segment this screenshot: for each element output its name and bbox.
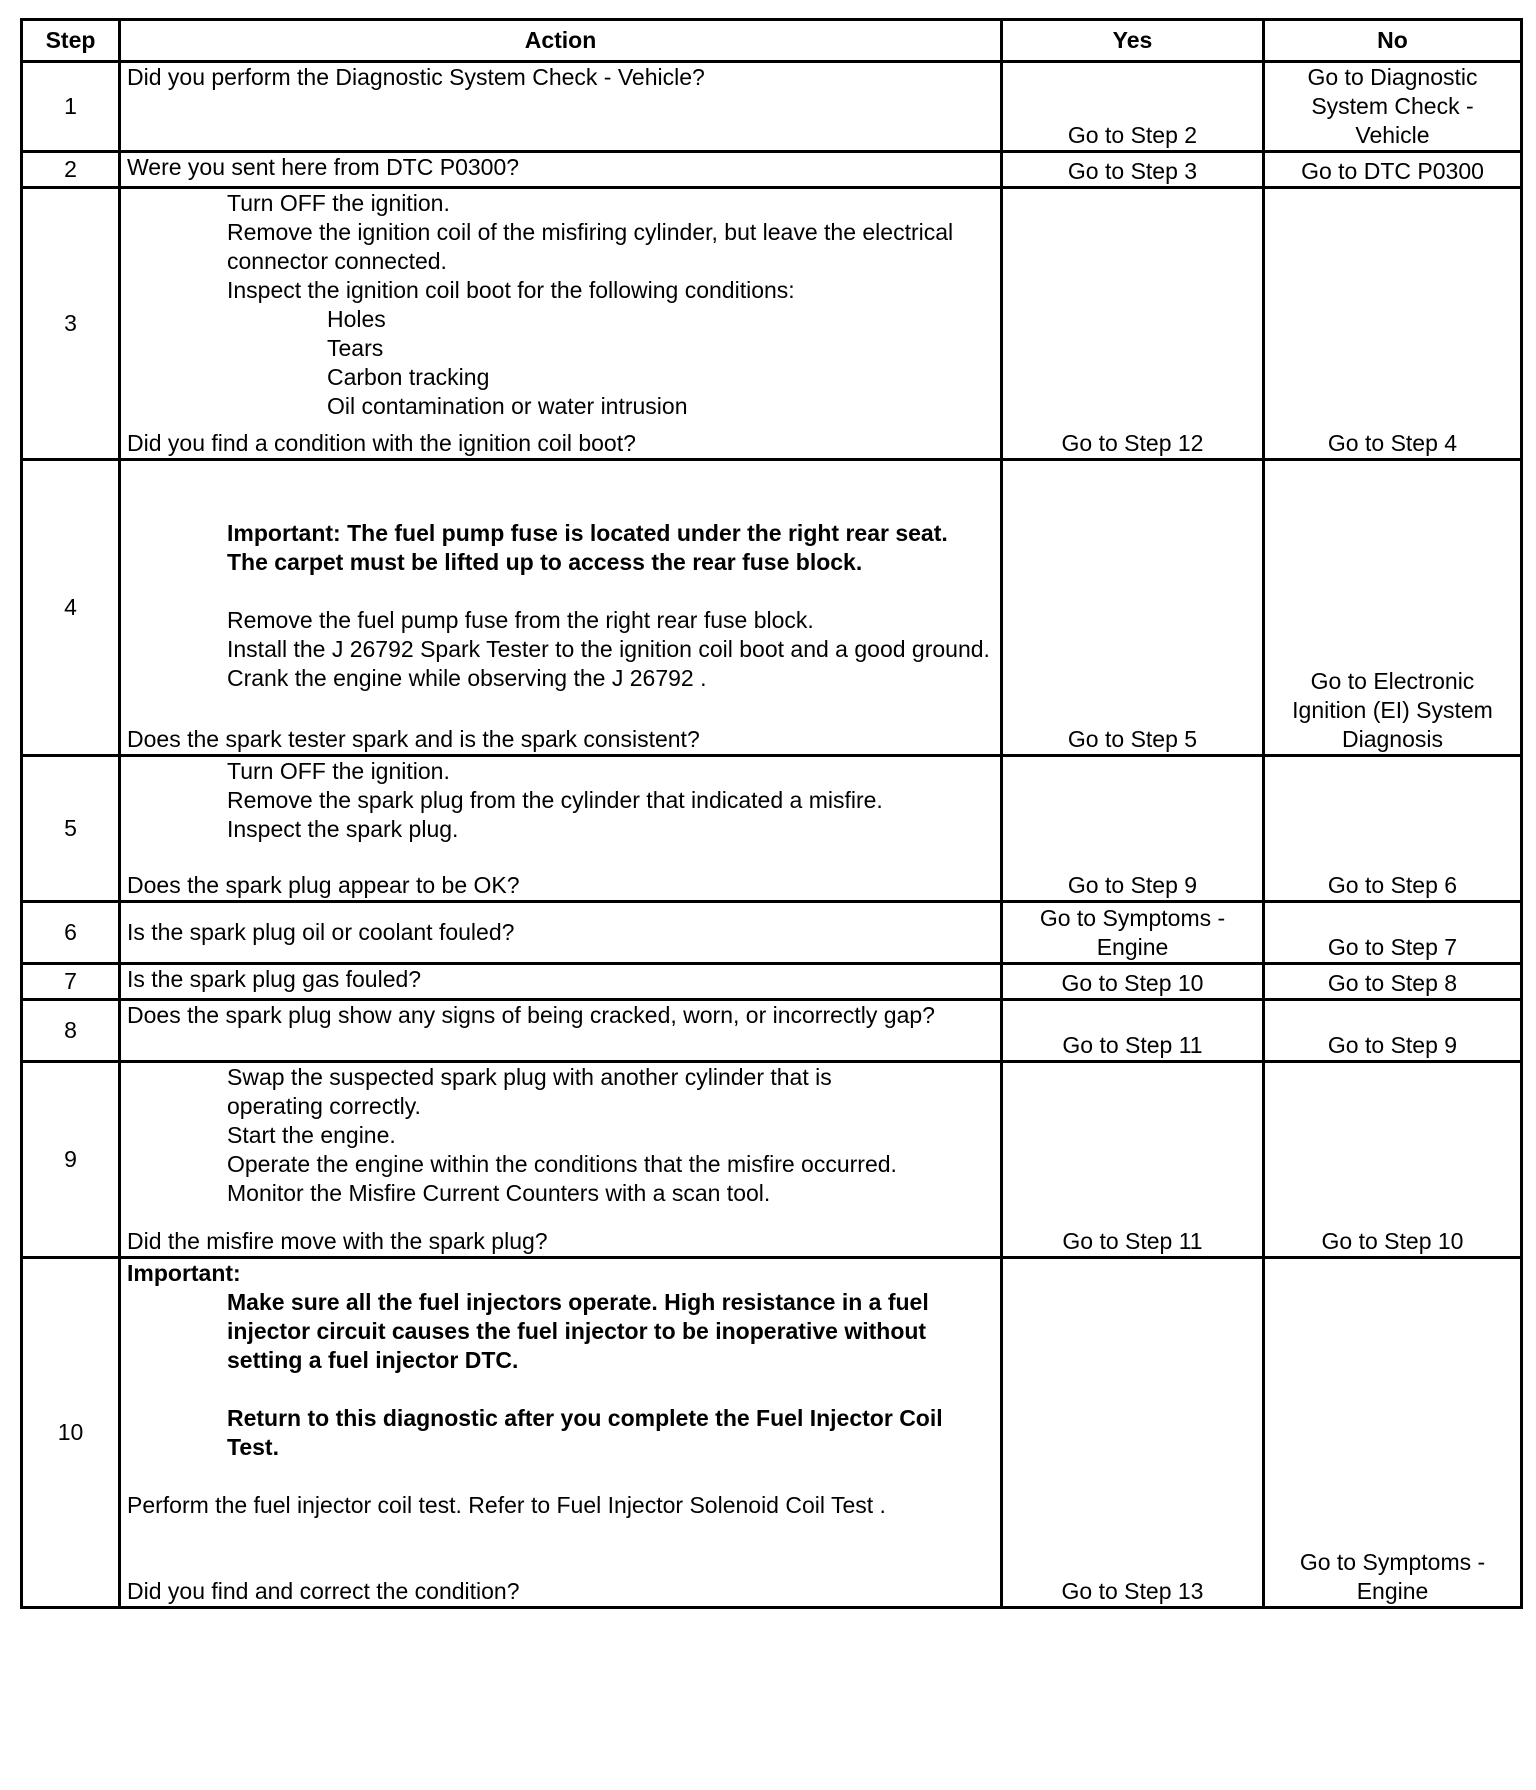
action-line: Start the engine. <box>227 1122 396 1148</box>
table-row <box>22 1258 1522 1608</box>
action-line: Operate the engine within the conditions that the misfire occurred. <box>227 1151 897 1177</box>
step-number: 5 <box>22 756 120 902</box>
action-question: Did you find a condition with the ignition coil boot? <box>127 430 636 456</box>
action-question: Did the misfire move with the spark plug? <box>127 1228 548 1254</box>
no-cell: Go to Step 8 <box>1264 964 1522 1000</box>
important-label: Important: <box>127 1260 241 1286</box>
no-cell: Go to Symptoms - Engine <box>1264 1258 1522 1608</box>
step-number: 10 <box>22 1258 120 1608</box>
step-number: 1 <box>22 62 120 152</box>
no-cell: Go to Step 6 <box>1264 756 1522 902</box>
action-cell <box>120 902 1002 964</box>
action-cell <box>120 1258 1002 1608</box>
yes-cell: Go to Step 11 <box>1002 1062 1264 1258</box>
step-number: 2 <box>22 152 120 188</box>
action-subline: Oil contamination or water intrusion <box>327 393 688 419</box>
important-note: Make sure all the fuel injectors operate. High resistance in a fuel injector circuit causes the fuel injector to be inoperative without setting a fuel injector DTC. <box>227 1289 929 1373</box>
action-subline: Holes <box>327 306 386 332</box>
header-action: Action <box>120 20 1002 62</box>
yes-cell: Go to Step 5 <box>1002 460 1264 756</box>
yes-cell: Go to Step 3 <box>1002 152 1264 188</box>
action-subline: Carbon tracking <box>327 364 490 390</box>
action-question: Is the spark plug gas fouled? <box>127 966 422 992</box>
step-number: 9 <box>22 1062 120 1258</box>
header-yes: Yes <box>1002 20 1264 62</box>
no-cell: Go to Step 4 <box>1264 188 1522 460</box>
table-row <box>22 1000 1522 1062</box>
no-cell: Go to Step 7 <box>1264 902 1522 964</box>
action-line: Swap the suspected spark plug with another cylinder that is operating correctly. <box>227 1064 832 1119</box>
action-subline: Tears <box>327 335 384 361</box>
action-question: Does the spark tester spark and is the spark consistent? <box>127 726 700 752</box>
step-number: 7 <box>22 964 120 1000</box>
yes-cell: Go to Step 9 <box>1002 756 1264 902</box>
step-number: 3 <box>22 188 120 460</box>
action-line: Perform the fuel injector coil test. Refer to Fuel Injector Solenoid Coil Test . <box>127 1492 886 1518</box>
table-row <box>22 964 1522 1000</box>
no-cell: Go to Step 9 <box>1264 1000 1522 1062</box>
table-row <box>22 1062 1522 1258</box>
no-cell: Go to DTC P0300 <box>1264 152 1522 188</box>
no-cell: Go to Electronic Ignition (EI) System Diagnosis <box>1264 460 1522 756</box>
important-note: Important: The fuel pump fuse is located under the right rear seat. The carpet must be lifted up to access the rear fuse block. <box>227 520 948 575</box>
action-cell <box>120 756 1002 902</box>
action-cell <box>120 188 1002 460</box>
action-line: Inspect the spark plug. <box>227 816 459 842</box>
table-row <box>22 902 1522 964</box>
action-line: Remove the spark plug from the cylinder that indicated a misfire. <box>227 787 883 813</box>
important-note: Return to this diagnostic after you complete the Fuel Injector Coil Test. <box>227 1405 943 1460</box>
yes-cell: Go to Step 13 <box>1002 1258 1264 1608</box>
table-row <box>22 460 1522 756</box>
action-question: Does the spark plug appear to be OK? <box>127 872 520 898</box>
action-line: Turn OFF the ignition. <box>227 758 450 784</box>
action-line: Crank the engine while observing the J 26792 . <box>227 665 707 691</box>
yes-cell: Go to Step 11 <box>1002 1000 1264 1062</box>
table-row <box>22 152 1522 188</box>
table-row <box>22 756 1522 902</box>
step-number: 8 <box>22 1000 120 1062</box>
table-row <box>22 62 1522 152</box>
action-question: Did you find and correct the condition? <box>127 1578 520 1604</box>
action-cell <box>120 1062 1002 1258</box>
action-line: Monitor the Misfire Current Counters with a scan tool. <box>227 1180 771 1206</box>
action-line: Remove the fuel pump fuse from the right rear fuse block. <box>227 607 814 633</box>
action-question: Does the spark plug show any signs of being cracked, worn, or incorrectly gap? <box>127 1002 935 1028</box>
step-number: 6 <box>22 902 120 964</box>
action-line: Remove the ignition coil of the misfiring cylinder, but leave the electrical connector connected. <box>227 219 954 274</box>
no-cell: Go to Diagnostic System Check - Vehicle <box>1264 62 1522 152</box>
step-number: 4 <box>22 460 120 756</box>
action-line: Inspect the ignition coil boot for the following conditions: <box>227 277 795 303</box>
action-cell <box>120 152 1002 188</box>
table-row <box>22 188 1522 460</box>
header-no: No <box>1264 20 1522 62</box>
action-question: Were you sent here from DTC P0300? <box>127 154 520 180</box>
yes-cell: Go to Step 10 <box>1002 964 1264 1000</box>
action-cell <box>120 62 1002 152</box>
action-cell <box>120 460 1002 756</box>
action-question: Is the spark plug oil or coolant fouled? <box>127 919 515 945</box>
yes-cell: Go to Step 12 <box>1002 188 1264 460</box>
yes-cell: Go to Step 2 <box>1002 62 1264 152</box>
action-line: Turn OFF the ignition. <box>227 190 450 216</box>
diagnostic-table <box>20 18 1523 1609</box>
action-question: Did you perform the Diagnostic System Check - Vehicle? <box>127 64 705 90</box>
no-cell: Go to Step 10 <box>1264 1062 1522 1258</box>
header-step: Step <box>22 20 120 62</box>
action-line: Install the J 26792 Spark Tester to the ignition coil boot and a good ground. <box>227 636 990 662</box>
action-cell <box>120 964 1002 1000</box>
action-cell <box>120 1000 1002 1062</box>
header-row <box>22 20 1522 62</box>
yes-cell: Go to Symptoms - Engine <box>1002 902 1264 964</box>
